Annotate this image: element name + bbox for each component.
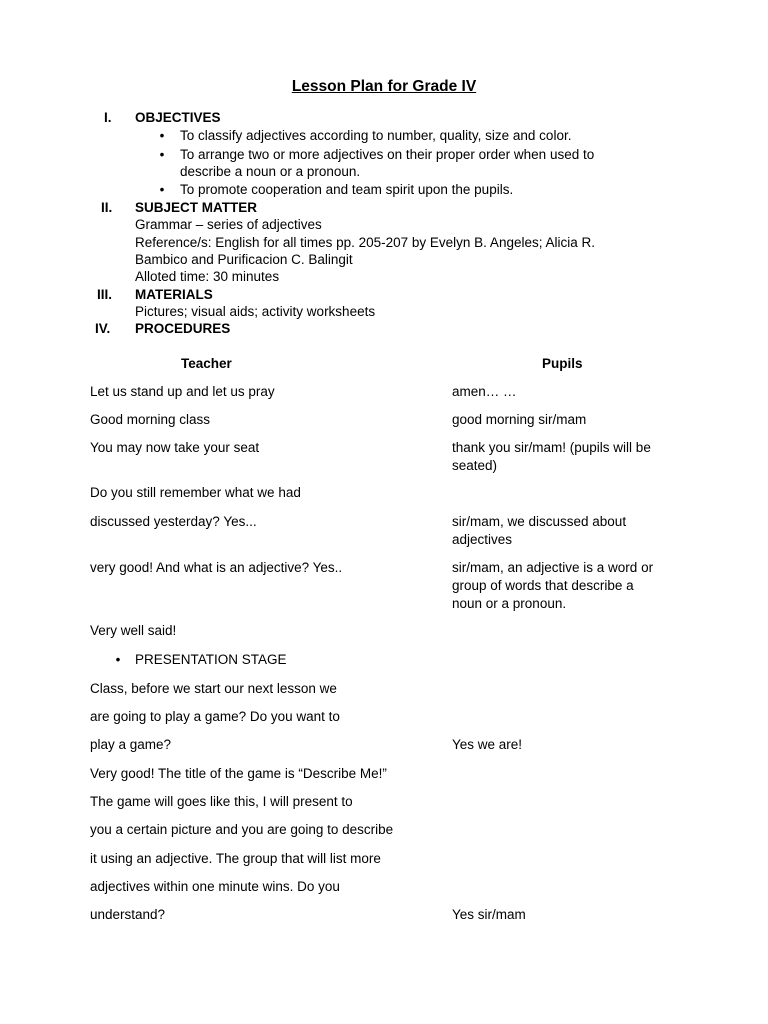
section-heading-objectives: OBJECTIVES <box>135 110 221 125</box>
teacher-line: understand? <box>90 907 166 922</box>
bullet-icon: • <box>159 128 165 143</box>
section-number-3: III. <box>97 287 113 302</box>
section-heading-materials: MATERIALS <box>135 287 213 302</box>
materials-text: Pictures; visual aids; activity worksheets <box>135 304 376 319</box>
subject-matter-line: Bambico and Purificacion C. Balingit <box>135 252 353 267</box>
section-number-1: I. <box>104 110 112 125</box>
pupil-line: group of words that describe a <box>452 578 634 593</box>
teacher-line: you a certain picture and you are going to describe <box>90 822 394 837</box>
teacher-line: Good morning class <box>90 412 211 427</box>
pupil-line: amen… … <box>452 384 517 399</box>
teacher-line: Do you still remember what we had <box>90 485 301 500</box>
teacher-line: adjectives within one minute wins. Do you <box>90 879 340 894</box>
objective-item-continuation: describe a noun or a pronoun. <box>180 164 361 179</box>
pupil-line: sir/mam, we discussed about <box>452 514 627 529</box>
teacher-line: are going to play a game? Do you want to <box>90 709 340 724</box>
objective-item: To promote cooperation and team spirit upon the pupils. <box>180 182 514 197</box>
pupil-line: Yes sir/mam <box>452 907 526 922</box>
teacher-line: it using an adjective. The group that will list more <box>90 851 381 866</box>
column-header-pupils: Pupils <box>542 356 583 371</box>
teacher-line: Class, before we start our next lesson we <box>90 681 337 696</box>
objective-item: To classify adjectives according to number, quality, size and color. <box>180 128 572 143</box>
teacher-line: Let us stand up and let us pray <box>90 384 275 399</box>
teacher-line: discussed yesterday? Yes... <box>90 514 257 529</box>
objective-item: To arrange two or more adjectives on their proper order when used to <box>180 147 595 162</box>
pupil-line: adjectives <box>452 532 513 547</box>
stage-heading: PRESENTATION STAGE <box>135 652 287 667</box>
pupil-line: sir/mam, an adjective is a word or <box>452 560 654 575</box>
page-title: Lesson Plan for Grade IV <box>291 78 477 95</box>
pupil-line: seated) <box>452 458 498 473</box>
pupil-line: good morning sir/mam <box>452 412 587 427</box>
teacher-line: You may now take your seat <box>90 440 260 455</box>
teacher-line: very good! And what is an adjective? Yes.. <box>90 560 343 575</box>
section-heading-subject-matter: SUBJECT MATTER <box>135 200 258 215</box>
teacher-line: The game will goes like this, I will present to <box>90 794 353 809</box>
subject-matter-line: Grammar – series of adjectives <box>135 217 322 232</box>
bullet-icon: • <box>159 147 165 162</box>
pupil-line: Yes we are! <box>452 737 523 752</box>
subject-matter-line: Reference/s: English for all times pp. 205-207 by Evelyn B. Angeles; Alicia R. <box>135 235 595 250</box>
teacher-line: Very good! The title of the game is “Describe Me!” <box>90 766 387 781</box>
section-heading-procedures: PROCEDURES <box>135 321 231 336</box>
bullet-icon: • <box>159 182 165 197</box>
section-number-4: IV. <box>95 321 111 336</box>
pupil-line: thank you sir/mam! (pupils will be <box>452 440 651 455</box>
pupil-line: noun or a pronoun. <box>452 596 567 611</box>
section-number-2: II. <box>101 200 113 215</box>
bullet-icon: • <box>115 652 121 667</box>
teacher-line: play a game? <box>90 737 172 752</box>
teacher-line: Very well said! <box>90 623 177 638</box>
subject-matter-line: Alloted time: 30 minutes <box>135 269 280 284</box>
column-header-teacher: Teacher <box>181 356 232 371</box>
